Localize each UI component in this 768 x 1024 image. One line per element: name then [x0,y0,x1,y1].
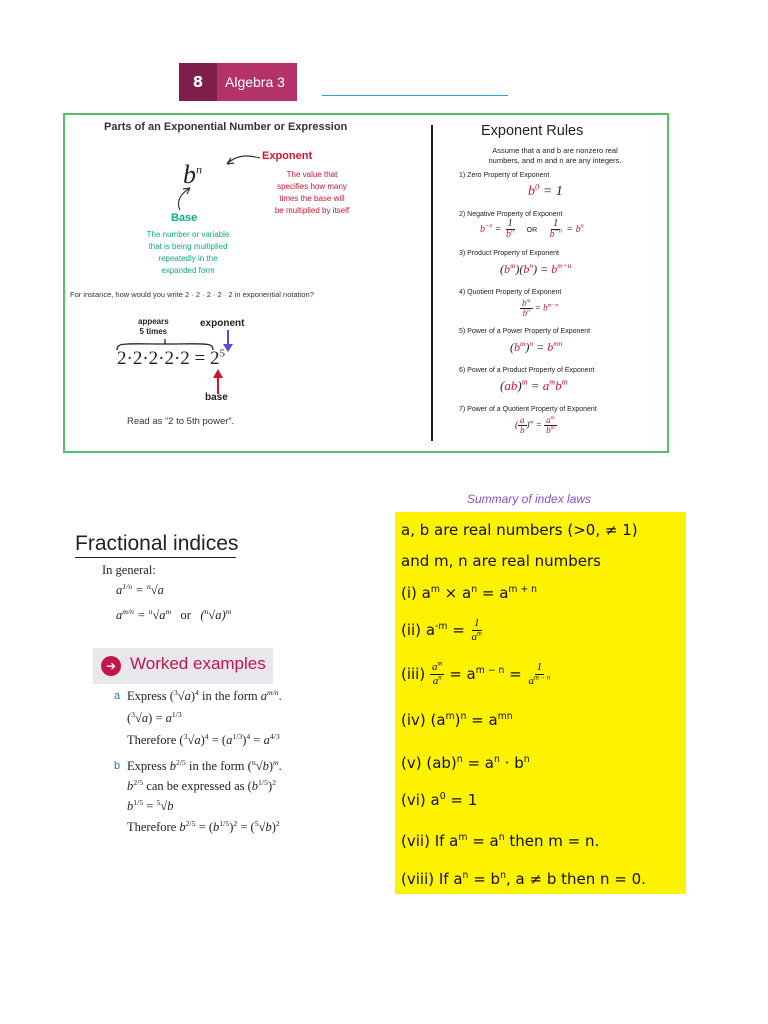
rule-6-formula: $(ab)^m = a^mb^m$ [500,377,568,393]
appears-label: appears 5 times [138,317,169,336]
rule-1-title: 1) Zero Property of Exponent [459,172,550,179]
base-up-arrow [212,368,224,394]
parts-title: Parts of an Exponential Number or Expression [104,121,348,133]
rule-3-title: 3) Product Property of Exponent [459,250,559,257]
law-7: (vii) If $a^m = a^n$ then m = n. [401,832,600,850]
rule-7-formula: ( $\frac{a}{b}$ )$^m$ = $\frac{a^m}{b^m}$ [515,415,555,435]
exponent-label: Exponent [262,150,313,162]
chapter-title: Algebra 3 [225,74,285,90]
rule-3-formula: $(b^m)(b^n) = b^{m+n}$ [500,261,572,276]
example-a-line-1: Express $(^3√a)^4$ in the form $a^{m/n}$. [127,687,282,703]
rule-6-title: 6) Power of a Product Property of Exponent [459,367,595,374]
chapter-rule [322,95,508,96]
worked-examples-label: Worked examples [130,654,266,673]
index-laws-box [395,512,686,894]
example-b-line-3: $b^{1/5} = ^5√b$ [127,797,174,813]
example-a-line-2: $(^3√a) = a^{1/3}$ [127,709,182,725]
chapter-number: 8 [179,63,217,101]
law-2: (ii) $a^{-m}$ = $\frac{1}{a^m}$ [401,617,482,643]
base-label: Base [171,212,198,224]
rule-5-title: 5) Power of a Power Property of Exponent [459,328,591,335]
expanded-expression: $2\cdot 2\cdot 2\cdot 2\cdot 2 = 2^5$ [117,347,226,369]
exponent-description: The value that specifies how many times the base will be multiplied by itself [274,170,350,215]
rule-2-title: 2) Negative Property of Exponent [459,211,563,218]
rule-7-title: 7) Power of a Quotient Property of Exponent [459,406,597,413]
example-b-line-1: Express $b^{2/5}$ in the form $(^n√b)^m$. [127,757,282,773]
rule-5-formula: $(b^m)^n = b^{mn}$ [510,339,563,354]
rule-2-formula: $b^{-n}$ = $\frac{1}{b^n}$ OR $\frac{1}{b^{-n}}$ = $b^n$ [480,218,584,240]
base-word: base [205,392,228,403]
rules-title: Exponent Rules [481,123,584,139]
law-premise-2: and m, n are real numbers [401,552,601,570]
law-premise-1: a, b are real numbers (>0, ≠ 1) [401,521,638,539]
read-as: Read as “2 to 5th power”. [127,416,235,427]
example-b-letter: b [114,760,121,772]
rule-4-formula: $\frac{b^m}{b^n}$ = $b^{m-n}$ [522,298,559,318]
in-general: In general: [102,563,156,577]
rule-1-formula: $b^0 = 1$ [528,181,563,199]
base-symbol: $b^n$ [183,160,202,189]
heading-underline [75,557,236,558]
rule-4-title: 4) Quotient Property of Exponent [459,289,562,296]
exponent-word: exponent [200,318,245,329]
summary-title: Summary of index laws [467,492,592,506]
base-arrow [168,182,198,212]
law-6: (vi) $a^0 = 1$ [401,791,478,809]
law-1: (i) $a^m \times a^n = a^{m + n}$ [401,584,538,602]
example-b-line-2: $b^{2/5}$ can be expressed as $(b^{1/5})^2$ [127,777,276,793]
base-description: The number or variable that is being multiplied repeatedly in the expanded form [146,230,230,275]
rules-assumption: Assume that a and b are nonzero real numbers, and m and n are any integers. [488,146,622,165]
example-a-letter: a [114,690,121,702]
fractional-indices-heading: Fractional indices [75,532,239,555]
worked-examples-banner [93,648,273,684]
law-5: (v) $(ab)^n = a^n \cdot b^n$ [401,754,530,772]
law-8: (viii) If $a^n = b^n$, a ≠ b then n = 0. [401,870,646,888]
law-3: (iii) $\frac{a^m}{a^n}$ = $a^{m - n}$ = $\frac{1}{a^{m - n}}$ [401,660,551,687]
example-a-line-3: Therefore $(^3√a)^4 = (a^{1/3})^4 = a^{4/3}$ [127,731,280,747]
general-formula-1: $a^{1/n} = ^n√a$ [116,581,164,597]
general-formula-2: $a^{m/n} = ^n√a^m$ or $(^n√a)^m$ [116,606,232,622]
figure-divider [431,125,433,441]
arrow-right-icon: ➔ [101,656,121,676]
example-b-line-4: Therefore $b^{2/5} = (b^{1/5})^2 = (^5√b)^2$ [127,818,280,834]
notation-question: For instance, how would you write 2 · 2 · 2 · 2 · 2 in exponential notation? [70,290,314,299]
law-4: (iv) $(a^m)^n = a^{mn}$ [401,711,513,729]
chapter-tab [179,63,297,101]
